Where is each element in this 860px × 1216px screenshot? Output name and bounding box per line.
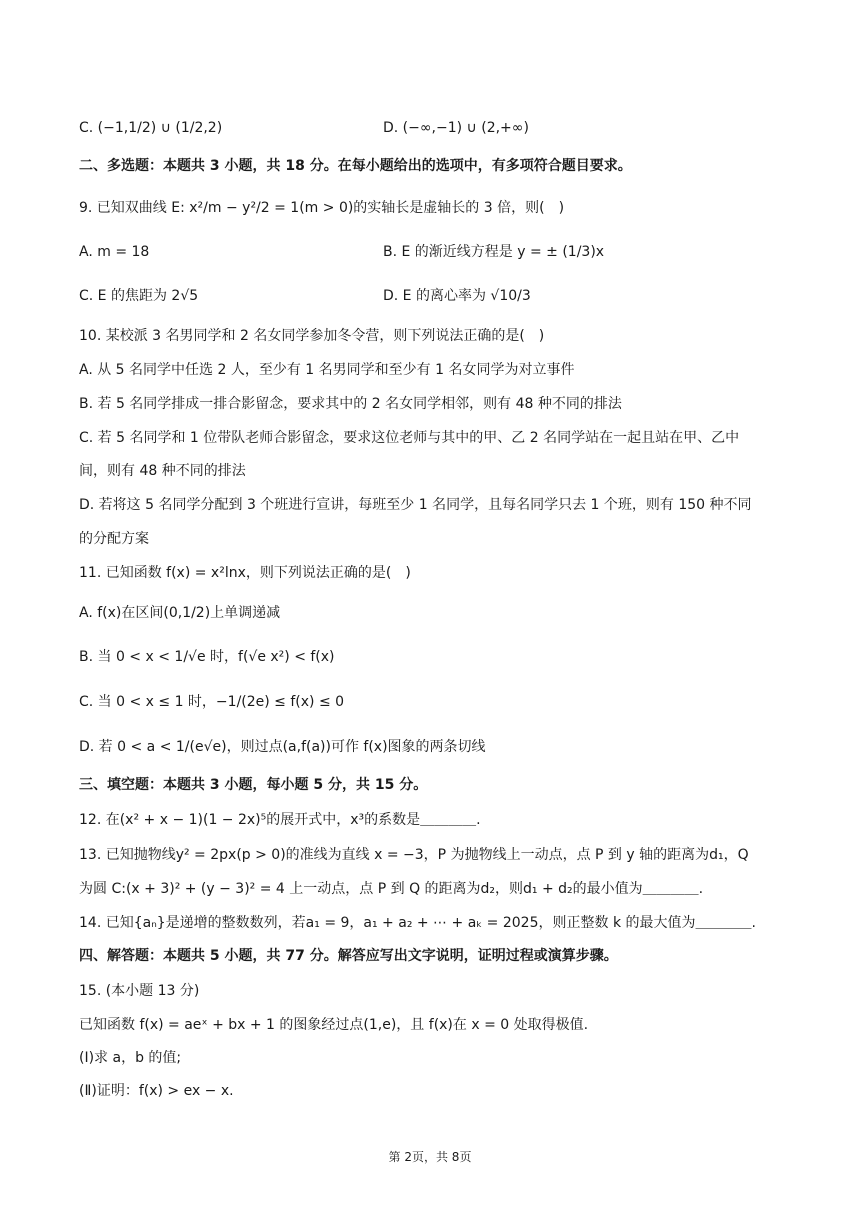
question-10-stem: 10. 某校派 3 名男同学和 2 名女同学参加冬令营，则下列说法正确的是( ) [79,328,545,344]
option-8d: D. (−∞,−1) ∪ (2,+∞) [383,120,529,136]
option-10d-line1: D. 若将这 5 名同学分配到 3 个班进行宣讲，每班至少 1 名同学，且每名同学只去 1 个班，则有 150 种不同 [79,497,752,513]
option-10b: B. 若 5 名同学排成一排合影留念，要求其中的 2 名女同学相邻，则有 48 种不同的排法 [79,396,622,412]
question-14: 14. 已知{aₙ}是递增的整数数列，若a₁ = 9，a₁ + a₂ + ⋯ + aₖ = 2025，则正整数 k 的最大值为＿＿＿＿. [79,915,756,931]
option-9b: B. E 的渐近线方程是 y = ± (1/3)x [383,244,605,260]
question-13-line2: 为圆 C:(x + 3)² + (y − 3)² = 4 上一动点，点 P 到 Q 的距离为d₂，则d₁ + d₂的最小值为＿＿＿＿. [79,881,704,897]
option-10a: A. 从 5 名同学中任选 2 人，至少有 1 名男同学和至少有 1 名女同学为对立事件 [79,362,575,378]
question-15-part-1: (Ⅰ)求 a，b 的值; [79,1050,182,1066]
page-footer: 第 2页，共 8页 [388,1150,472,1164]
option-9c: C. E 的焦距为 2√5 [79,288,199,304]
question-11-stem: 11. 已知函数 f(x) = x²lnx，则下列说法正确的是( ) [79,565,411,581]
option-11c: C. 当 0 < x ≤ 1 时，−1/(2e) ≤ f(x) ≤ 0 [79,694,345,710]
section-heading-solutions: 四、解答题：本题共 5 小题，共 77 分。解答应写出文字说明，证明过程或演算步骤。 [79,948,618,964]
question-13-line1: 13. 已知抛物线y² = 2px(p > 0)的准线为直线 x = −3，P 为抛物线上一动点，点 P 到 y 轴的距离为d₁，Q [79,847,749,863]
question-15-part-2: (Ⅱ)证明：f(x) > ex − x. [79,1083,234,1099]
option-10c-line1: C. 若 5 名同学和 1 位带队老师合影留念，要求这位老师与其中的甲、乙 2 名同学站在一起且站在甲、乙中 [79,430,740,446]
option-10c-line2: 间，则有 48 种不同的排法 [79,463,246,479]
option-11b: B. 当 0 < x < 1/√e 时，f(√e x²) < f(x) [79,649,335,665]
question-12: 12. 在(x² + x − 1)(1 − 2x)⁵的展开式中，x³的系数是＿＿＿＿. [79,812,481,828]
section-heading-multiple-choice: 二、多选题：本题共 3 小题，共 18 分。在每小题给出的选项中，有多项符合题目要求。 [79,158,632,174]
option-10d-line2: 的分配方案 [79,531,149,547]
option-11a: A. f(x)在区间(0,1/2)上单调递减 [79,605,281,621]
option-9a: A. m = 18 [79,244,150,260]
section-heading-fill-in: 三、填空题：本题共 3 小题，每小题 5 分，共 15 分。 [79,777,428,793]
option-8c: C. (−1,1/2) ∪ (1/2,2) [79,120,223,136]
option-9d: D. E 的离心率为 √10/3 [383,288,531,304]
question-9-stem: 9. 已知双曲线 E: x²/m − y²/2 = 1(m > 0)的实轴长是虚轴长的 3 倍，则( ) [79,200,565,216]
question-15-stem: 已知函数 f(x) = aeˣ + bx + 1 的图象经过点(1,e)，且 f(x)在 x = 0 处取得极值. [79,1017,589,1033]
option-11d: D. 若 0 < a < 1/(e√e)，则过点(a,f(a))可作 f(x)图象的两条切线 [79,739,486,755]
question-15-header: 15. (本小题 13 分) [79,983,200,999]
